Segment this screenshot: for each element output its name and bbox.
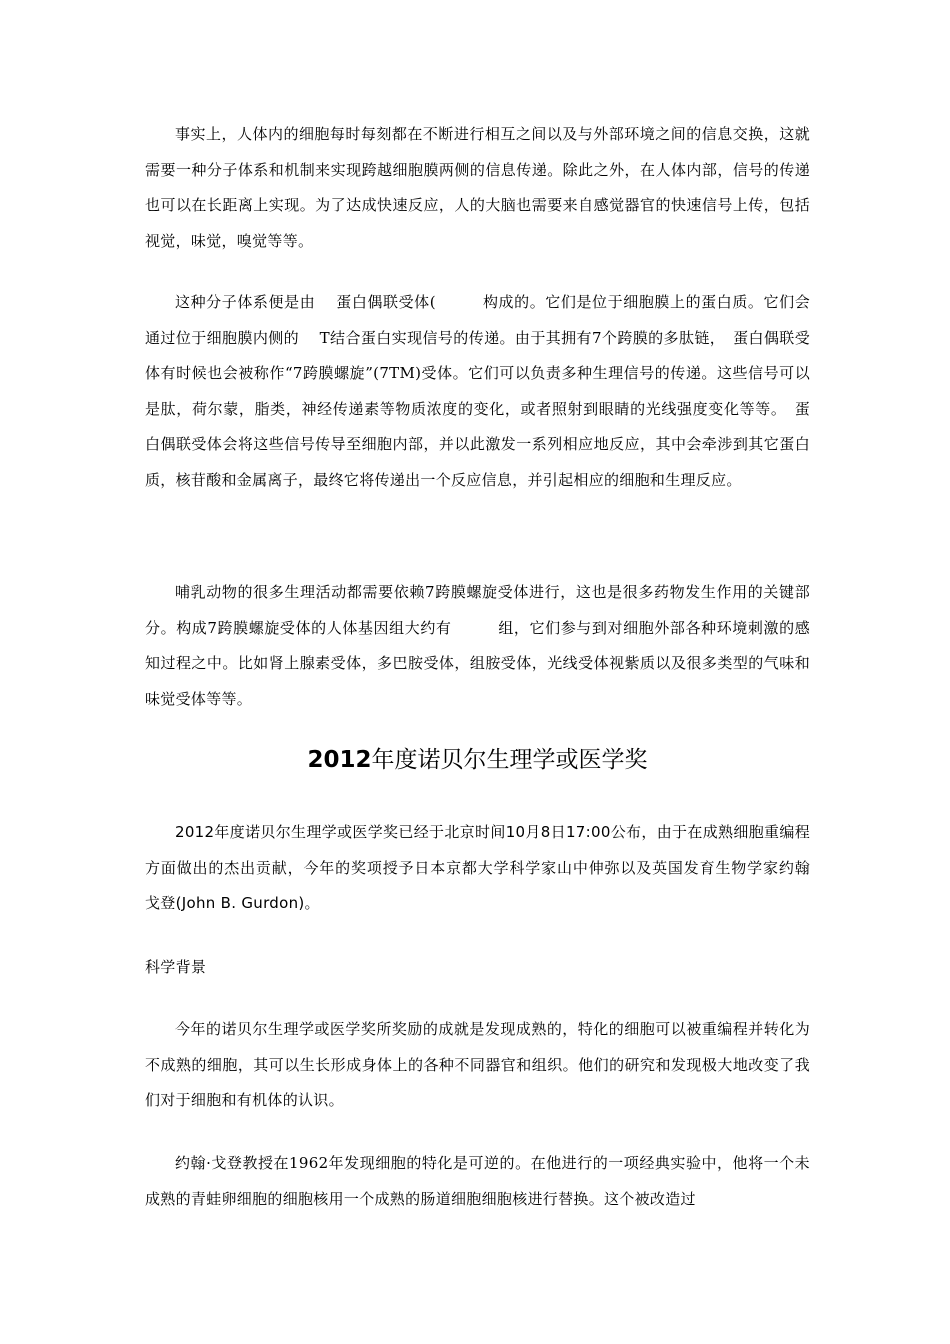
paragraph-nobel-announcement: 2012年度诺贝尔生理学或医学奖已经于北京时间10月8日17:00公布，由于在成熟细胞重编程方面做出的杰出贡献，今年的奖项授予日本京都大学科学家山中伸弥以及英国发育生物学家约翰 戈登(John B. Gurdon)。 [145, 823, 826, 912]
paragraph-gurdon-experiment: 约翰·戈登教授在1962年发现细胞的特化是可逆的。在他进行的一项经典实验中，他将一个未成熟的青蛙卵细胞的细胞核用一个成熟的肠道细胞细胞核进行替换。这个被改造过 [145, 1154, 810, 1208]
section-heading [145, 740, 810, 780]
heading-text: 年度诺贝尔生理学或医学奖 [371, 747, 648, 773]
subheading-science-background: 科学背景 [145, 958, 207, 976]
heading-year: 2012 [307, 747, 372, 773]
paragraph-gpcr-description: 这种分子体系便是由 蛋白偶联受体( 构成的。它们是位于细胞膜上的蛋白质。它们会通过位于细胞膜内侧的 T结合蛋白实现信号的传递。由于其拥有7个跨膜的多肽链， 蛋白偶联受体有时候也会被称作“7跨膜螺旋”(7TM)受体。它们可以负责多种生理信号的传递。这些信号可以是肽，荷尔蒙，脂类，神经传递素等物质浓度的变化，或者照射到眼睛的光线强度变化等等。 蛋白偶联受体会将这些信号传导至细胞内部，并以此激发一系列相应地反应，其中会牵涉到其它蛋白质，核苷酸和金属离子，最终它将传递出一个反应信息，并引起相应的细胞和生理反应。 [145, 293, 810, 489]
paragraph-cell-signaling-intro: 事实上，人体内的细胞每时每刻都在不断进行相互之间以及与外部环境之间的信息交换，这就需要一种分子体系和机制来实现跨越细胞膜两侧的信息传递。除此之外，在人体内部，信号的传递也可以在长距离上实现。为了达成快速反应，人的大脑也需要来自感觉器官的快速信号上传，包括视觉，味觉，嗅觉等等。 [145, 125, 810, 250]
paragraph-7tm-receptors: 哺乳动物的很多生理活动都需要依赖7跨膜螺旋受体进行，这也是很多药物发生作用的关键部分。构成7跨膜螺旋受体的人体基因组大约有 组，它们参与到对细胞外部各种环境刺激的感知过程之中。比如肾上腺素受体，多巴胺受体，组胺受体，光线受体视紫质以及很多类型的气味和味觉受体等等。 [145, 583, 810, 708]
paragraph-reprogramming-achievement: 今年的诺贝尔生理学或医学奖所奖励的成就是发现成熟的，特化的细胞可以被重编程并转化为不成熟的细胞，其可以生长形成身体上的各种不同器官和组织。他们的研究和发现极大地改变了我们对于细胞和有机体的认识。 [145, 1020, 810, 1109]
